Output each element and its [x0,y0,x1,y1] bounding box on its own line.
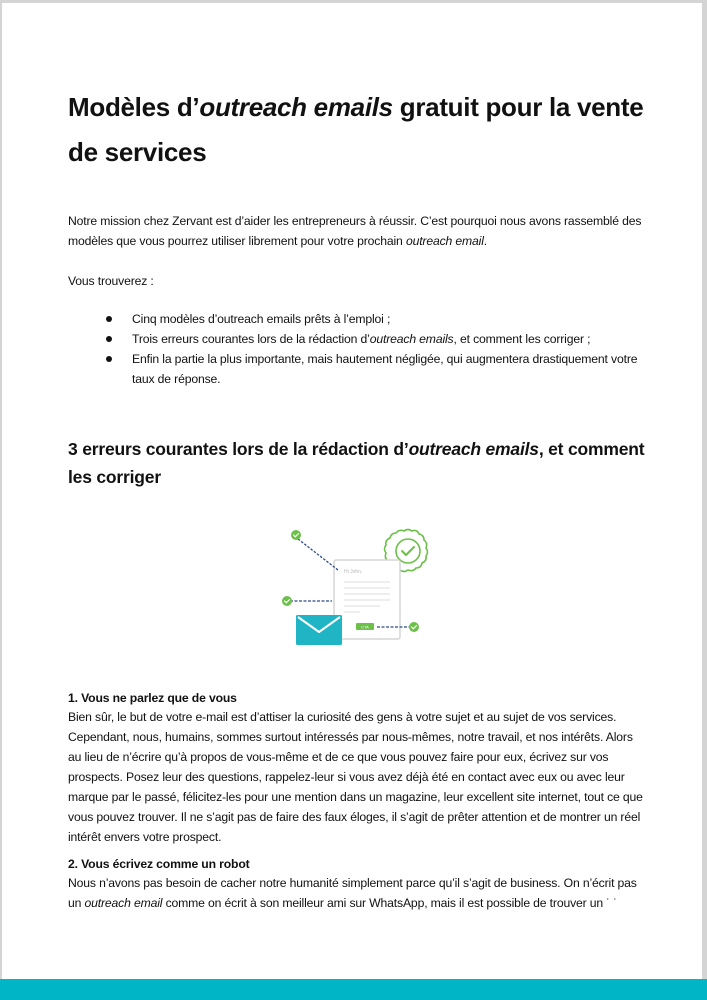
bullet-item [104,329,644,349]
bullet-text-end: , et comment les corriger ; [453,332,591,346]
title-text-end: gratuit pour la vente de services [68,92,644,167]
footer-accent-bar [0,979,707,1000]
mistake-body: Bien sûr, le but de votre e-mail est d’attiser la curiosité des gens à votre sujet et au sujet de vos services. Cependant, nous, humains, sommes surtout intéressés par nous-mêmes, notre travail, et nos intérêts. Alors au lieu de n’écrire qu’à propos de vous-même et de ce que vous pouvez faire pour eux, écrivez sur vos prospects. Posez leur des questions, rappelez-leur si vous avez déjà été en contact avec eux ou avec leur marque par le passé, félicitez-les pour une mention dans un magazine, leur excellent site internet, tout ce que vous pouvez trouver. Il ne s’agit pas de faire des faux éloges, il s’agit de prêter attention et de montrer un réel intérêt envers votre prospect. [68,710,643,844]
mistake-body-text-end: comme on écrit à son meilleur ami sur WhatsApp, mais il est possible de trouver un ˙ ˙ [162,896,618,910]
title-text: Modèles d’ [68,92,200,122]
section-title-italic: outreach emails [408,439,539,459]
you-will-find-label: Vous trouverez : [68,274,154,288]
mistake-title: 2. Vous écrivez comme un robot [68,857,250,871]
check-circle-icon [409,622,419,632]
document-page [2,3,702,979]
bullet-item [104,309,644,329]
mistake-section-1 [68,689,648,847]
bullet-text: Trois erreurs courantes lors de la rédaction d’ [132,332,370,346]
section-title-text-end: , et comment les corriger [68,439,645,487]
svg-text:Hi John,: Hi John, [344,569,363,575]
intro-italic-text: outreach email [405,234,484,248]
intro-text-end: . [483,234,488,248]
mistake-title: 1. Vous ne parlez que de vous [68,691,237,705]
mistake-section-2 [68,855,648,913]
title-italic-text: outreach emails [199,92,393,122]
intro-paragraph [68,211,648,251]
email-checklist-illustration-icon [280,523,440,648]
bullet-italic-text: outreach emails [369,332,454,346]
bullet-icon [106,336,112,342]
bullet-text: Cinq modèles d’outreach emails prêts à l’emploi ; [132,312,391,326]
section-title [68,435,648,491]
envelope-icon [296,615,342,645]
section-title-text: 3 erreurs courantes lors de la rédaction d’ [68,439,409,459]
cta-button-icon [356,623,374,630]
bullet-item [104,349,644,389]
mistake-body-italic: outreach email [84,896,163,910]
intro-text: Notre mission chez Zervant est d’aider les entrepreneurs à réussir. C’est pourquoi nous avons rassemblé des modèles que vous pourrez utiliser librement pour votre prochain [68,214,642,248]
bullet-text: Enfin la partie la plus importante, mais hautement négligée, qui augmentera drastiquement votre taux de réponse. [132,352,638,386]
email-illustration [280,523,440,648]
svg-text:CTA: CTA [361,624,369,630]
bullet-list [104,309,644,389]
bullet-icon [106,316,112,322]
check-circle-icon [282,596,292,606]
document-title [68,85,648,175]
bullet-icon [106,356,112,362]
mistake-body-text: Nous n’avons pas besoin de cacher notre humanité simplement parce qu’il s’agit de business. On n’écrit pas un [68,876,637,910]
check-circle-icon [291,530,301,540]
mistake-body [68,873,648,913]
